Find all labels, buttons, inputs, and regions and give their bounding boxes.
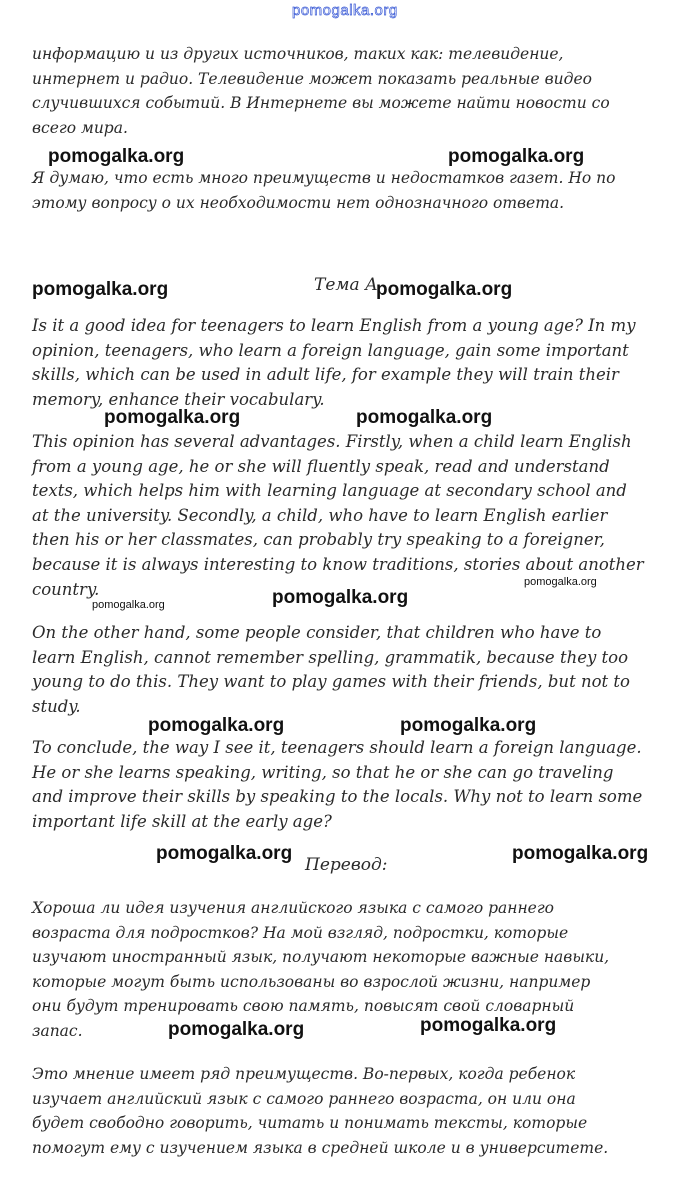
en-intro-paragraph (32, 314, 636, 412)
watermark-label: pomogalka.org (524, 576, 597, 588)
watermark-label: pomogalka.org (32, 279, 169, 300)
text-line: Я думаю, что есть много преимуществ и недостатков газет. Но по (32, 169, 616, 187)
text-line: young to do this. They want to play games with their friends, but not to (32, 672, 630, 692)
text-line: всего мира. (32, 118, 128, 137)
text-line: информацию и из других источников, таких как: телевидение, (32, 45, 564, 63)
text-line: Хороша ли идея изучения английского языка с самого раннего (32, 899, 555, 917)
translation-heading: Перевод: (305, 855, 388, 875)
watermark-label: pomogalka.org (356, 407, 493, 428)
text-line: этому вопросу о их необходимости нет однозначного ответа. (32, 193, 565, 212)
watermark-label: pomogalka.org (376, 279, 513, 300)
text-line: at the university. Secondly, a child, who have to learn English earlier (32, 505, 608, 525)
text-line: learn English, cannot remember spelling, grammatik, because they too (32, 647, 629, 667)
watermark-label: pomogalka.org (104, 407, 241, 428)
text-line: memory, enhance their vocabulary. (32, 389, 325, 409)
header-site-link[interactable]: pomogalka.org (292, 2, 398, 19)
watermark-label: pomogalka.org (48, 146, 185, 167)
text-line: случившихся событий. В Интернете вы можете найти новости со (32, 94, 610, 112)
text-line: запас. (32, 1021, 83, 1040)
en-other-hand-paragraph (32, 621, 630, 719)
watermark-label: pomogalka.org (156, 843, 293, 864)
watermark-label: pomogalka.org (272, 587, 409, 608)
text-line: opinion, teenagers, who learn a foreign language, gain some important (32, 340, 629, 360)
text-line: которые могут быть использованы во взрослой жизни, например (32, 972, 591, 991)
watermark-label: pomogalka.org (92, 599, 165, 611)
ru-conclusion-paragraph (32, 166, 615, 215)
text-line: On the other hand, some people consider, that children who have to (32, 623, 602, 642)
text-line: Is it a good idea for teenagers to learn English from a young age? In my (32, 316, 636, 335)
text-line: skills, which can be used in adult life, for example they will train their (32, 365, 619, 385)
watermark-label: pomogalka.org (512, 843, 649, 864)
text-line: интернет и радио. Телевидение может показать реальные видео (32, 69, 592, 88)
text-line: texts, which helps him with learning language at secondary school and (32, 481, 627, 501)
watermark-label: pomogalka.org (420, 1015, 557, 1036)
text-line: important life skill at the early age? (32, 811, 332, 831)
text-line: изучает английский язык с самого раннего возраста, он или она (32, 1089, 576, 1108)
text-line: To conclude, the way I see it, teenagers should learn a foreign language. (32, 738, 642, 757)
text-line: This opinion has several advantages. Firstly, when a child learn English (32, 432, 632, 451)
text-line: изучают иностранный язык, получают некоторые важные навыки, (32, 948, 610, 966)
watermark-label: pomogalka.org (400, 715, 537, 736)
text-line: country. (32, 579, 100, 599)
watermark-label: pomogalka.org (148, 715, 285, 736)
text-line: from a young age, he or she will fluently speak, read and understand (32, 456, 610, 476)
text-line: He or she learns speaking, writing, so that he or she can go traveling (32, 762, 614, 782)
ru-translation-advantages-paragraph (32, 1062, 608, 1160)
en-conclusion-paragraph (32, 736, 642, 834)
text-line: возраста для подростков? На мой взгляд, подростки, которые (32, 923, 569, 942)
topic-heading: Тема А (314, 275, 378, 295)
watermark-label: pomogalka.org (448, 146, 585, 167)
text-line: Это мнение имеет ряд преимуществ. Во-первых, когда ребенок (32, 1065, 576, 1083)
ru-intro-paragraph (32, 42, 610, 140)
text-line: then his or her classmates, can probably try speaking to a foreigner, (32, 530, 605, 550)
text-line: because it is always interesting to know traditions, stories about another (32, 554, 644, 574)
text-line: будет свободно говорить, читать и понимать тексты, которые (32, 1114, 588, 1132)
text-line: study. (32, 696, 81, 716)
watermark-label: pomogalka.org (168, 1019, 305, 1040)
text-line: and improve their skills by speaking to the locals. Why not to learn some (32, 787, 643, 807)
text-line: они будут тренировать свою память, повысят свой словарный (32, 997, 575, 1015)
text-line: помогут ему с изучением языка в средней школе и в университете. (32, 1138, 609, 1157)
